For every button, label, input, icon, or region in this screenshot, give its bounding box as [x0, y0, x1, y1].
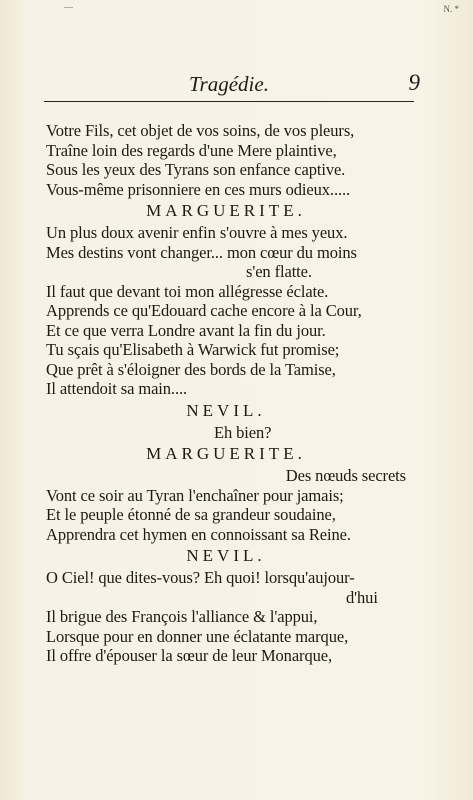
speaker-name: MARGUERITE. — [146, 444, 306, 463]
verse-line: Lorsque pour en donner une éclatante marque, — [46, 626, 349, 646]
page-header — [44, 70, 420, 96]
verse-line: Il attendoit sa main.... — [46, 379, 188, 398]
verse-line: Sous les yeux des Tyrans son enfance captive. — [46, 160, 346, 179]
verse-line: Vous-même prisonniere en ces murs odieux..... — [46, 179, 351, 199]
verse-line: Un plus doux avenir enfin s'ouvre à mes yeux. — [46, 223, 348, 242]
verse-line: Tu sçais qu'Elisabeth à Warwick fut promise; — [46, 340, 340, 359]
verse-line: Il brigue des François l'alliance & l'appui, — [46, 607, 318, 626]
verse-line: Votre Fils, cet objet de vos soins, de vos pleurs, — [46, 121, 355, 140]
corner-annotation: N. * — [443, 4, 459, 14]
verse-line: Apprendra cet hymen en connoissant sa Reine. — [46, 524, 351, 544]
speaker-name: NEVIL. — [186, 400, 266, 420]
verse-line: Traîne loin des regards d'une Mere plaintive, — [46, 140, 337, 160]
verse-line: Apprends ce qu'Edouard cache encore à la Cour, — [46, 301, 362, 320]
verse-line: Vont ce soir au Tyran l'enchaîner pour jamais; — [46, 485, 344, 505]
verse-turnover: d'hui — [346, 587, 378, 607]
verse-line-split: Eh bien? — [214, 422, 272, 442]
top-margin-mark: — — [64, 2, 73, 12]
page-number: 9 — [408, 70, 420, 95]
verse-line: Et ce que verra Londre avant la fin du jour. — [46, 320, 326, 340]
verse-line: O Ciel! que dites-vous? Eh quoi! lorsqu'aujour- — [46, 568, 355, 587]
play-text — [46, 121, 406, 666]
verse-line: Il faut que devant toi mon allégresse éclate. — [46, 281, 329, 301]
speaker-name: MARGUERITE. — [146, 201, 306, 220]
speaker-name: NEVIL. — [186, 546, 266, 565]
verse-turnover: s'en flatte. — [246, 262, 312, 281]
verse-line: Que prêt à s'éloigner des bords de la Tamise, — [46, 359, 336, 379]
verse-line: Il offre d'épouser la sœur de leur Monarque, — [46, 646, 333, 665]
verse-line-split: Des nœuds secrets — [285, 466, 406, 485]
header-rule — [44, 101, 414, 102]
verse-line: Mes destins vont changer... mon cœur du moins — [46, 242, 357, 262]
verse-line: Et le peuple étonné de sa grandeur soudaine, — [46, 505, 336, 524]
running-head: Tragédie. — [189, 72, 269, 96]
